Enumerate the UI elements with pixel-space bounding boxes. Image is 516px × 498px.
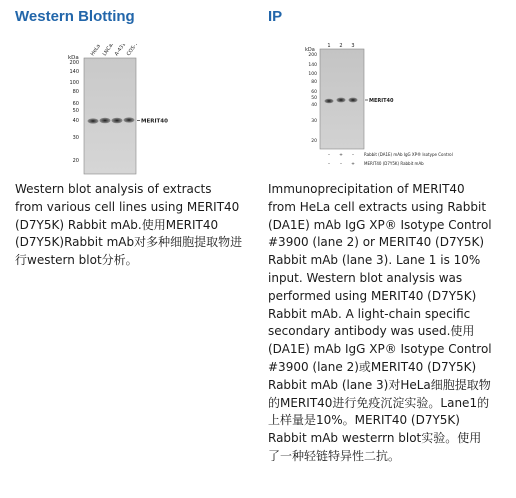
ip-marker: 200 [308,53,317,58]
ip-marker: 60 [311,90,317,95]
western-blot-heading: Western Blotting [15,8,135,25]
ip-treatment-mark: – [327,162,331,167]
wb-marker: 30 [72,135,79,141]
ip-band-label: MERIT40 [369,98,394,104]
western-blot-caption: Western blot analysis of extracts from various cell lines using MERIT40 (D7Y5K) Rabbit mAb.使用MERIT40 (D7Y5K)Rabbit mAb对多种细胞提取物进行western blot分析。 [15,182,243,268]
wb-membrane [84,58,136,174]
ip-lane-numbers [327,43,354,49]
ip-treatment-mark: – [327,153,331,158]
wb-band [112,118,123,124]
wb-lane-label: HeLa [89,44,102,58]
ip-treatment-label: MERIT40 (D7Y5K) Rabbit mAb [364,161,424,166]
ip-lane-number: 2 [339,43,343,49]
ip-treatment-label: Rabbit (DA1E) mAb IgG XP® Isotype Control [364,152,453,157]
ip-figure [300,38,510,174]
ip-marker: 140 [308,63,317,68]
wb-band [100,118,111,124]
wb-marker: 140 [69,69,79,75]
wb-marker: 100 [69,80,79,86]
ip-treatment-mark: + [351,162,355,167]
ip-lane-number: 1 [327,43,331,49]
wb-marker: 40 [72,118,79,124]
ip-image [300,38,510,174]
ip-marker: 40 [311,103,317,108]
ip-lane-number: 3 [351,43,355,49]
ip-marker: 80 [311,80,317,85]
wb-marker: 50 [72,108,79,114]
wb-marker: 20 [72,158,79,164]
ip-treatment-mark: + [339,153,343,158]
wb-marker: 80 [72,89,79,95]
ip-marker: 100 [308,72,317,77]
western-blot-image [60,44,240,176]
ip-band [337,98,346,103]
ip-marker: 20 [311,139,317,144]
ip-band [349,98,358,103]
wb-band [124,117,135,122]
wb-marker: 200 [69,60,79,66]
wb-band-label: MERIT40 [141,118,168,125]
wb-lane-label: COS-7 [125,44,140,58]
ip-caption: Immunoprecipitation of MERIT40 from HeLa cell extracts using Rabbit (DA1E) mAb IgG XP® Isotype Control #3900 (lane 2) or MERIT40 (D7Y5K) Rabbit mAb (lane 3). Lane 1 is 10% input. Western blot analysis was performed using MERIT40 (D7Y5K) Rabbit mAb. A light-chain specific secondary antibody was used.使用(DA1E) mAb IgG XP® Isotype Control #3900 (lane 2)或MERIT40 (D7Y5K) Rabbit mAb (lane 3)对HeLa细胞提取物的MERIT40进行免疫沉淀实验。Lane1的上样量是10%。MERIT40 (D7Y5K) Rabbit mAb westerrn blot实验。使用了一种轻链特异性二抗。 [268,182,492,463]
ip-marker: 30 [311,119,317,124]
ip-treatment-mark: – [351,153,355,158]
wb-lane-labels [90,44,140,57]
ip-heading: IP [268,8,283,25]
wb-band [88,118,99,123]
ip-treatment-row-2 [328,161,424,167]
ip-band [325,99,334,104]
wb-lane-label: A-431 [113,44,128,58]
wb-marker: 60 [72,101,79,107]
wb-kda-label: kDa [68,55,79,61]
western-blot-figure [60,44,240,176]
ip-treatment-row-1 [328,152,453,158]
ip-marker: 50 [311,96,317,101]
ip-treatment-mark: – [339,162,343,167]
wb-lane-label: LNCaP [101,44,116,58]
wb-mw-markers [69,60,79,164]
ip-kda-label: kDa [305,47,315,53]
ip-mw-markers [308,52,317,144]
